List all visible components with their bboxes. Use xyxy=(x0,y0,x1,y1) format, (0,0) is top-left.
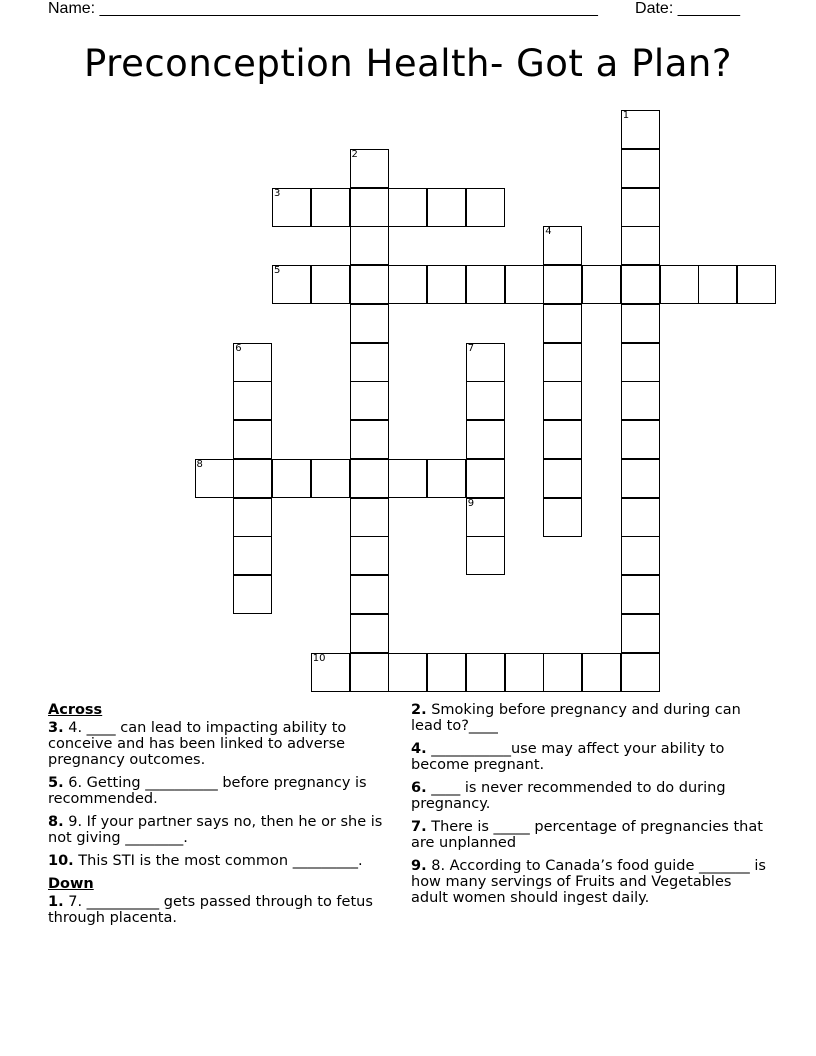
crossword-cell[interactable] xyxy=(660,265,699,304)
page-title: Preconception Health- Got a Plan? xyxy=(84,42,732,85)
crossword-cell[interactable] xyxy=(427,188,466,227)
clue-number: 8. xyxy=(48,814,64,830)
crossword-cell[interactable] xyxy=(466,420,505,459)
crossword-cell[interactable] xyxy=(272,265,311,304)
clue-number: 5. xyxy=(48,775,64,791)
crossword-cell[interactable] xyxy=(582,653,621,692)
across-clue-10 xyxy=(48,853,398,869)
across-clue-3 xyxy=(48,720,398,768)
crossword-cell[interactable] xyxy=(621,420,660,459)
clue-text: 4. ____ can lead to impacting ability to conceive and has been linked to adverse pregnancy outcomes. xyxy=(48,720,347,768)
crossword-cell[interactable] xyxy=(466,381,505,420)
crossword-cell[interactable] xyxy=(350,149,389,188)
crossword-cell[interactable] xyxy=(311,265,350,304)
crossword-cell[interactable] xyxy=(621,265,660,304)
down-clue-2 xyxy=(411,702,771,734)
crossword-cell[interactable] xyxy=(543,498,582,537)
crossword-cell[interactable] xyxy=(350,536,389,575)
crossword-cell[interactable] xyxy=(311,188,350,227)
cell-number: 1 xyxy=(622,110,630,121)
clue-number: 1. xyxy=(48,894,64,910)
down-heading: Down xyxy=(48,876,94,892)
crossword-cell[interactable] xyxy=(350,653,389,692)
crossword-cell[interactable] xyxy=(737,265,776,304)
clues-left-column xyxy=(48,702,398,933)
cell-number: 4 xyxy=(545,226,552,238)
crossword-cell[interactable] xyxy=(350,188,389,227)
clue-text: Smoking before pregnancy and during can lead to?____ xyxy=(411,702,741,734)
crossword-cell[interactable] xyxy=(543,343,582,382)
cell-number: 5 xyxy=(274,265,281,276)
clues-right-column xyxy=(411,702,771,913)
cell-number: 10 xyxy=(312,652,326,664)
clue-text: ____ is never recommended to do during pregnancy. xyxy=(411,780,726,812)
crossword-cell[interactable] xyxy=(582,265,621,304)
crossword-cell[interactable] xyxy=(311,459,350,498)
crossword-cell[interactable] xyxy=(505,265,544,304)
name-line: Name: ________________________________________________________ xyxy=(48,0,598,17)
crossword-cell[interactable] xyxy=(621,188,660,227)
clue-text: 8. According to Canada’s food guide _______ is how many servings of Fruits and Vegetables adult women should ingest daily. xyxy=(411,858,766,906)
crossword-cell[interactable] xyxy=(543,265,582,304)
crossword-cell[interactable] xyxy=(233,343,272,382)
cell-number: 3 xyxy=(274,187,281,199)
down-clue-9 xyxy=(411,858,771,906)
crossword-cell[interactable] xyxy=(350,265,389,304)
crossword-cell[interactable] xyxy=(621,614,660,653)
crossword-cell[interactable] xyxy=(388,653,427,692)
crossword-cell[interactable] xyxy=(350,575,389,614)
crossword-cell[interactable] xyxy=(466,498,505,537)
clue-text: This STI is the most common _________. xyxy=(78,853,363,869)
down-clue-4 xyxy=(411,741,771,773)
crossword-cell[interactable] xyxy=(427,459,466,498)
clue-text: There is _____ percentage of pregnancies that are unplanned xyxy=(411,819,763,851)
crossword-cell[interactable] xyxy=(621,459,660,498)
down-clue-7 xyxy=(411,819,771,851)
crossword-cell[interactable] xyxy=(543,304,582,343)
crossword-cell[interactable] xyxy=(272,459,311,498)
crossword-cell[interactable] xyxy=(621,226,660,265)
crossword-cell[interactable] xyxy=(427,265,466,304)
crossword-cell[interactable] xyxy=(233,498,272,537)
clue-number: 7. xyxy=(411,819,427,835)
clue-text: 7. __________ gets passed through to fetus through placenta. xyxy=(48,894,373,926)
crossword-cell[interactable] xyxy=(466,459,505,498)
clue-text: ___________use may affect your ability to become pregnant. xyxy=(411,741,725,773)
down-clue-6 xyxy=(411,780,771,812)
crossword-cell[interactable] xyxy=(233,459,272,498)
crossword-cell[interactable] xyxy=(350,304,389,343)
crossword-cell[interactable] xyxy=(621,575,660,614)
crossword-cell[interactable] xyxy=(233,575,272,614)
clue-number: 2. xyxy=(411,702,427,718)
clue-number: 4. xyxy=(411,741,427,757)
crossword-cell[interactable] xyxy=(698,265,737,304)
crossword-cell[interactable] xyxy=(466,265,505,304)
crossword-cell[interactable] xyxy=(272,188,311,227)
crossword-cell[interactable] xyxy=(388,265,427,304)
crossword-cell[interactable] xyxy=(466,188,505,227)
crossword-cell[interactable] xyxy=(466,653,505,692)
clue-number: 6. xyxy=(411,780,427,796)
crossword-cell[interactable] xyxy=(233,381,272,420)
crossword-cell[interactable] xyxy=(621,653,660,692)
crossword-cell[interactable] xyxy=(466,536,505,575)
crossword-cell[interactable] xyxy=(621,498,660,537)
crossword-cell[interactable] xyxy=(543,653,582,692)
date-line: Date: _______ xyxy=(635,0,740,17)
clue-number: 3. xyxy=(48,720,64,736)
crossword-cell[interactable] xyxy=(350,381,389,420)
crossword-cell[interactable] xyxy=(350,226,389,265)
crossword-cell[interactable] xyxy=(195,459,234,498)
crossword-cell[interactable] xyxy=(350,420,389,459)
crossword-cell[interactable] xyxy=(621,536,660,575)
cell-number: 8 xyxy=(196,458,203,470)
crossword-cell[interactable] xyxy=(621,304,660,343)
down-clue-1 xyxy=(48,894,398,926)
cell-number: 6 xyxy=(235,342,242,354)
crossword-cell[interactable] xyxy=(427,653,466,692)
across-heading: Across xyxy=(48,702,103,718)
crossword-cell[interactable] xyxy=(311,653,350,692)
crossword-cell[interactable] xyxy=(543,381,582,420)
crossword-cell[interactable] xyxy=(350,614,389,653)
across-clue-5 xyxy=(48,775,398,807)
crossword-cell[interactable] xyxy=(621,343,660,382)
cell-number: 2 xyxy=(351,148,358,160)
crossword-cell[interactable] xyxy=(388,459,427,498)
crossword-cell[interactable] xyxy=(233,536,272,575)
across-clue-8 xyxy=(48,814,398,846)
crossword-cell[interactable] xyxy=(543,459,582,498)
crossword-cell[interactable] xyxy=(543,226,582,265)
crossword-cell[interactable] xyxy=(543,420,582,459)
clue-text: 9. If your partner says no, then he or she is not giving ________. xyxy=(48,814,383,846)
crossword-cell[interactable] xyxy=(388,188,427,227)
crossword-cell[interactable] xyxy=(350,459,389,498)
crossword-cell[interactable] xyxy=(350,498,389,537)
clue-text: 6. Getting __________ before pregnancy is recommended. xyxy=(48,775,367,807)
cell-number: 7 xyxy=(467,342,475,354)
crossword-cell[interactable] xyxy=(505,653,544,692)
crossword-cell[interactable] xyxy=(466,343,505,382)
clue-number: 9. xyxy=(411,858,427,874)
crossword-cell[interactable] xyxy=(350,343,389,382)
crossword-cell[interactable] xyxy=(621,381,660,420)
crossword-cell[interactable] xyxy=(233,420,272,459)
crossword-cell[interactable] xyxy=(621,149,660,188)
crossword-cell[interactable] xyxy=(621,110,660,149)
clue-number: 10. xyxy=(48,853,74,869)
cell-number: 9 xyxy=(467,497,475,509)
